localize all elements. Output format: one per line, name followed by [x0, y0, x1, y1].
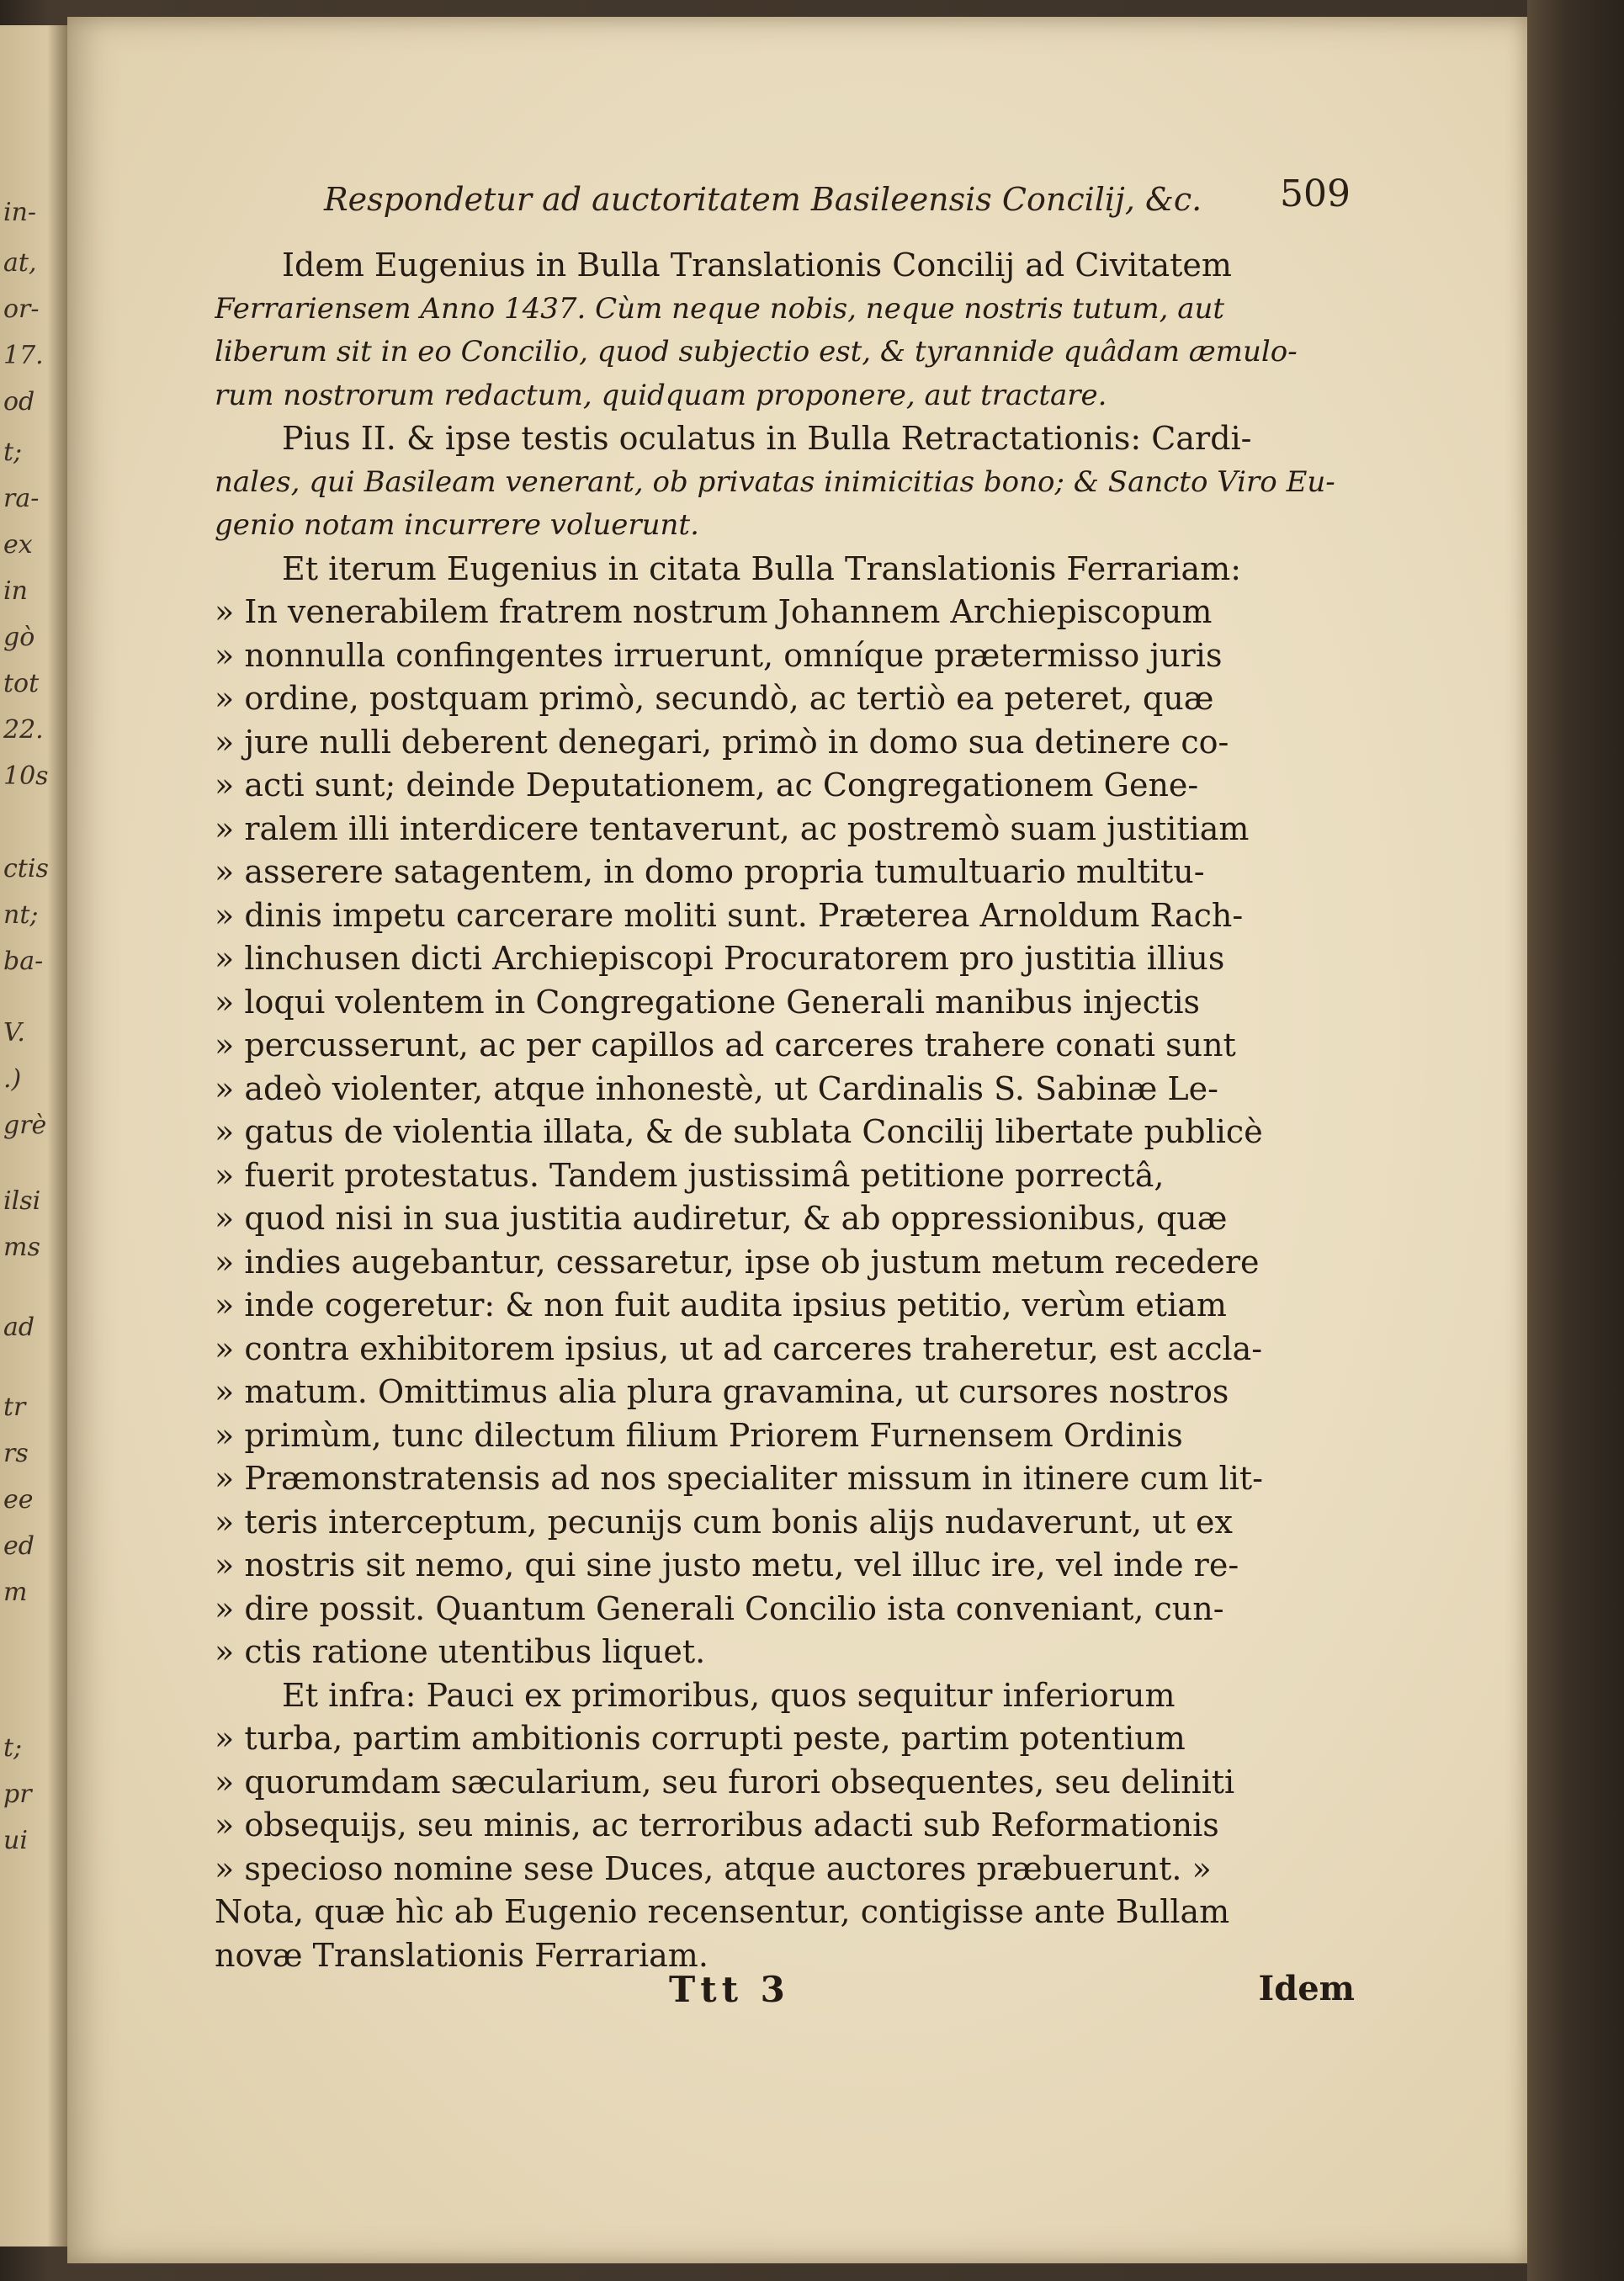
- catchword: Idem: [1258, 1969, 1355, 2008]
- margin-fragment: m: [3, 1578, 28, 1607]
- margin-fragment: ex: [3, 530, 33, 560]
- text-line: » teris interceptum, pecunijs cum bonis alijs nudaverunt, ut ex: [215, 1503, 1233, 1541]
- text-line: nales, qui Basileam venerant, ob privatas inimicitias bono; & Sancto Viro Eu-: [215, 464, 1335, 499]
- text-line: » gatus de violentia illata, & de sublata Concilij libertate publicè: [215, 1113, 1263, 1150]
- text-line: Et infra: Pauci ex primoribus, quos sequitur inferiorum: [282, 1676, 1176, 1714]
- text-line: Idem Eugenius in Bulla Translationis Concilij ad Civitatem: [282, 247, 1232, 284]
- text-line: » ctis ratione utentibus liquet.: [215, 1633, 706, 1670]
- margin-fragment: .): [3, 1064, 22, 1094]
- margin-fragment: V.: [3, 1018, 25, 1048]
- text-line: » quod nisi in sua justitia audiretur, & ab oppressionibus, quæ: [215, 1200, 1228, 1237]
- margin-fragment: ra-: [3, 484, 40, 513]
- margin-fragment: ms: [3, 1233, 40, 1262]
- margin-fragment: od: [3, 387, 35, 416]
- margin-fragment: ba-: [3, 947, 44, 976]
- page-number: 509: [1280, 172, 1351, 215]
- margin-fragment: gò: [3, 623, 35, 652]
- background-shadow: [1527, 0, 1624, 2281]
- text-line: » dinis impetu carcerare moliti sunt. Præterea Arnoldum Rach-: [215, 896, 1244, 934]
- body-text: [215, 244, 1355, 1977]
- margin-fragment: in-: [3, 198, 37, 227]
- text-line: » inde cogeretur: & non fuit audita ipsius petitio, verùm etiam: [215, 1286, 1227, 1324]
- margin-fragment: ad: [3, 1313, 35, 1342]
- text-line: » primùm, tunc dilectum filium Priorem Furnensem Ordinis: [215, 1416, 1183, 1454]
- text-line: » ordine, postquam primò, secundò, ac tertiò ea peteret, quæ: [215, 680, 1214, 717]
- text-line: » contra exhibitorem ipsius, ut ad carceres traheretur, est accla-: [215, 1329, 1263, 1367]
- text-line: » nonnulla confingentes irruerunt, omníque prætermisso juris: [215, 636, 1223, 674]
- page-header: [324, 172, 1351, 223]
- text-line: Et iterum Eugenius in citata Bulla Translationis Ferrariam:: [282, 549, 1241, 587]
- text-line: » Præmonstratensis ad nos specialiter missum in itinere cum lit-: [215, 1460, 1263, 1497]
- text-line: » linchusen dicti Archiepiscopi Procuratorem pro justitia illius: [215, 940, 1225, 977]
- margin-fragment: ui: [3, 1826, 28, 1855]
- page-footer: [215, 1969, 1355, 2019]
- margin-fragment: in: [3, 576, 28, 606]
- text-line: » adeò violenter, atque inhonestè, ut Cardinalis S. Sabinæ Le-: [215, 1069, 1218, 1107]
- text-line: » ralem illi interdicere tentaverunt, ac postremò suam justitiam: [215, 809, 1250, 847]
- margin-fragment: nt;: [3, 900, 39, 930]
- text-line: » asserere satagentem, in domo propria tumultuario multitu-: [215, 853, 1205, 890]
- text-line: » jure nulli deberent denegari, primò in domo sua detinere co-: [215, 723, 1229, 761]
- text-line: » nostris sit nemo, qui sine justo metu, vel illuc ire, vel inde re-: [215, 1546, 1239, 1583]
- margin-fragment: t;: [3, 438, 23, 467]
- margin-fragment: ee: [3, 1485, 34, 1514]
- margin-fragment: at,: [3, 248, 37, 278]
- margin-fragment: tr: [3, 1392, 26, 1422]
- text-line: » acti sunt; deinde Deputationem, ac Congregationem Gene-: [215, 767, 1199, 804]
- text-line: genio notam incurrere voluerunt.: [215, 508, 699, 542]
- margin-fragment: rs: [3, 1439, 29, 1468]
- text-line: » fuerit protestatus. Tandem justissimâ petitione porrectâ,: [215, 1156, 1165, 1194]
- margin-fragment: ilsi: [3, 1186, 41, 1216]
- margin-fragment: grè: [3, 1111, 47, 1140]
- margin-fragment: 17.: [3, 341, 44, 370]
- text-line: liberum sit in eo Concilio, quod subjectio est, & tyrannide quâdam æmulo-: [215, 335, 1298, 369]
- margin-fragment: ctis: [3, 854, 49, 883]
- text-line: novæ Translationis Ferrariam.: [215, 1936, 709, 1974]
- text-line: » matum. Omittimus alia plura gravamina, ut cursores nostros: [215, 1373, 1229, 1410]
- margin-fragment: ed: [3, 1531, 34, 1561]
- text-line: » quorumdam sæcularium, seu furori obsequentes, seu deliniti: [215, 1763, 1235, 1801]
- text-line: rum nostrorum redactum, quidquam proponere, aut tractare.: [215, 378, 1107, 412]
- text-line: Pius II. & ipse testis oculatus in Bulla Retractationis: Cardi-: [282, 420, 1252, 457]
- text-line: » specioso nomine sese Duces, atque auctores præbuerunt. »: [215, 1849, 1212, 1887]
- margin-fragment: tot: [3, 669, 40, 698]
- text-line: Nota, quæ hìc ab Eugenio recensentur, contigisse ante Bullam: [215, 1893, 1230, 1930]
- signature-mark: Ttt 3: [669, 1969, 790, 2010]
- text-line: » dire possit. Quantum Generali Concilio ista conveniant, cun-: [215, 1589, 1224, 1627]
- text-line: » indies augebantur, cessaretur, ipse ob justum metum recedere: [215, 1243, 1260, 1281]
- text-line: » obsequijs, seu minis, ac terroribus adacti sub Reformationis: [215, 1806, 1219, 1843]
- book-page: [67, 17, 1527, 2263]
- margin-fragment: 10s: [3, 761, 49, 791]
- text-line: » In venerabilem fratrem nostrum Johannem Archiepiscopum: [215, 593, 1213, 630]
- previous-page-edge: [0, 25, 67, 2247]
- margin-fragment: 22.: [3, 715, 44, 745]
- text-line: » loqui volentem in Congregatione Generali manibus injectis: [215, 983, 1200, 1021]
- text-line: » percusserunt, ac per capillos ad carceres trahere conati sunt: [215, 1026, 1236, 1064]
- margin-fragment: pr: [3, 1780, 32, 1809]
- text-line: Ferrariensem Anno 1437. Cùm neque nobis, neque nostris tutum, aut: [215, 291, 1225, 326]
- margin-fragment: t;: [3, 1733, 23, 1763]
- margin-fragment: or-: [3, 294, 40, 324]
- running-title: Respondetur ad auctoritatem Basileensis Concilij, &c.: [324, 181, 1202, 218]
- text-line: » turba, partim ambitionis corrupti peste, partim potentium: [215, 1720, 1186, 1757]
